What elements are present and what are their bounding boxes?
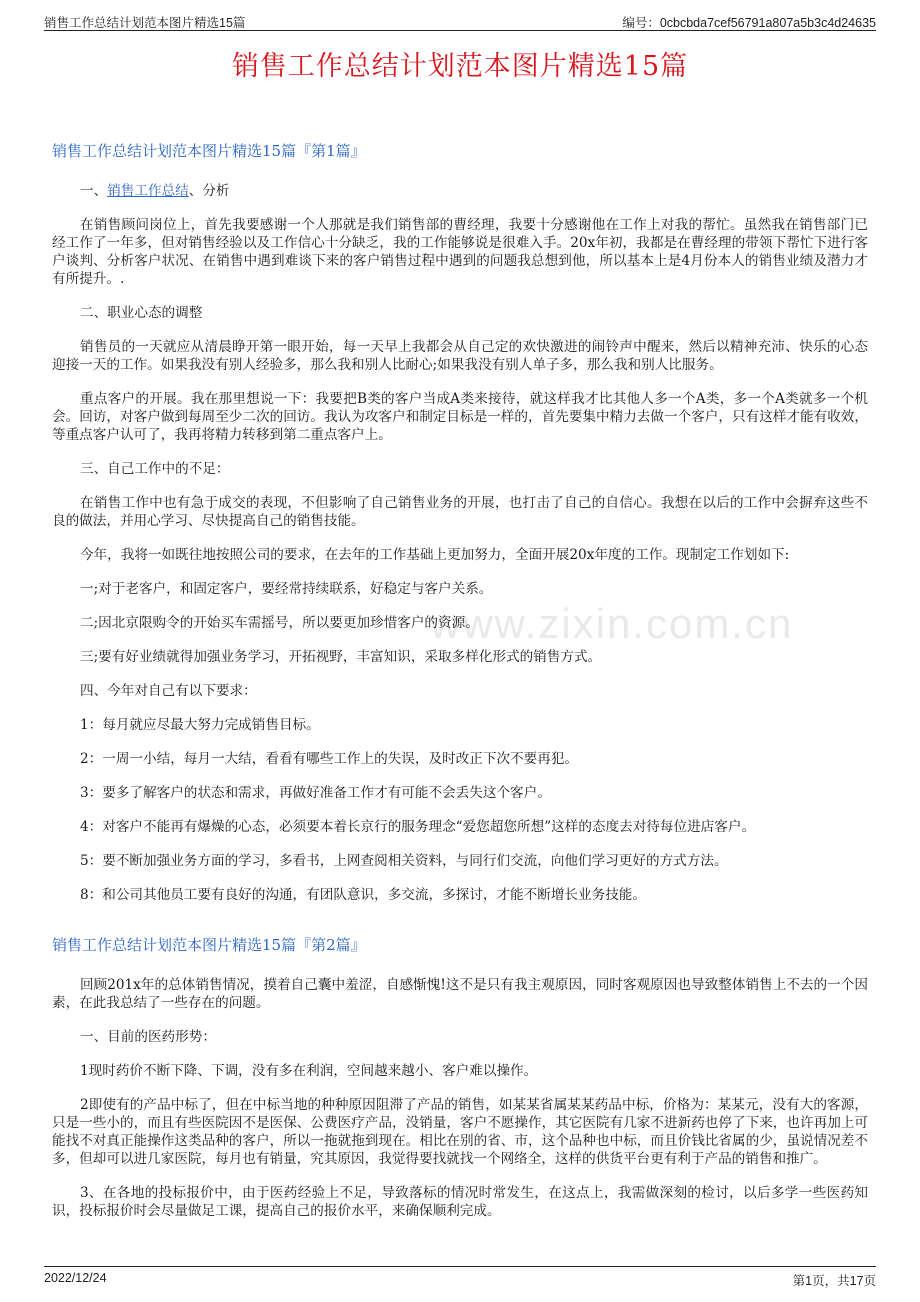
section-heading-2: 销售工作总结计划范本图片精选15篇『第2篇』 bbox=[52, 936, 366, 954]
page-footer bbox=[44, 1266, 876, 1289]
paragraph: 2即使有的产品中标了，但在中标当地的种种原因阻滞了产品的销售，如某某省属某某药品中标，价格为：某某元，没有大的客源，只是一些小的，而且有些医院因不是医保、公费医疗产品，没销量，客户不愿操作，其它医院有几家不进新药也停了下来，也许再加上可能找不对真正能操作这类品种的客户，所以一拖就拖到现在。相比在别的省、市，这个品种也中标，而且价钱比省属的少，虽说情况差不多，但却可以进几家医院，每月也有销量，究其原因，我觉得要找就找一个网络全，这样的供货平台更有利于产品的销售和推广。 bbox=[52, 1097, 868, 1167]
paragraph: 二;因北京限购令的开始买车需摇号，所以要更加珍惜客户的资源。 bbox=[80, 615, 479, 631]
paragraph: 回顾201x年的总体销售情况，摸着自己囊中羞涩，自感惭愧!这不是只有我主观原因，同时客观原因也导致整体销售上不去的一个因素，在此我总结了一些存在的问题。 bbox=[52, 977, 868, 1011]
paragraph: 四、今年对自己有以下要求： bbox=[80, 683, 257, 699]
paragraph: 8：和公司其他员工要有良好的沟通，有团队意识，多交流，多探讨，才能不断增长业务技能。 bbox=[80, 887, 646, 903]
paragraph: 二、职业心态的调整 bbox=[80, 305, 203, 321]
section1-item1 bbox=[52, 182, 868, 200]
paragraph: 在销售顾问岗位上，首先我要感谢一个人那就是我们销售部的曹经理，我要十分感谢他在工作上对我的帮忙。虽然我在销售部门已经工作了一年多，但对销售经验以及工作信心十分缺乏，我的工作能够说是很难入手。20x年初，我都是在曹经理的带领下帮忙下进行客户谈判、分析客户状况、在销售中遇到难谈下来的客户销售过程中遇到的问题我总想到他，所以基本上是4月份本人的销售业绩及潜力才有所提升。. bbox=[52, 217, 868, 287]
paragraph: 1现时药价不断下降、下调，没有多在利润，空间越来越小、客户难以操作。 bbox=[80, 1063, 538, 1079]
footer-page-number: 第1页，共17页 bbox=[792, 1274, 876, 1288]
paragraph: 三、自己工作中的不足： bbox=[80, 461, 230, 477]
paragraph: 三;要有好业绩就得加强业务学习，开拓视野，丰富知识，采取多样化形式的销售方式。 bbox=[80, 649, 602, 665]
footer-date: 2022/12/24 bbox=[44, 1271, 107, 1285]
item1-suffix: 、分析 bbox=[188, 183, 230, 199]
paragraph: 3：要多了解客户的状态和需求，再做好准备工作才有可能不会丢失这个客户。 bbox=[80, 785, 551, 801]
paragraph: 今年，我将一如既往地按照公司的要求，在去年的工作基础上更加努力，全面开展20x年度的工作。现制定工作划如下: bbox=[80, 547, 790, 563]
paragraph: 4：对客户不能再有爆燥的心态，必须要本着长京行的服务理念“爱您超您所想”这样的态度去对待每位进店客户。 bbox=[80, 819, 756, 835]
header-doc-title: 销售工作总结计划范本图片精选15篇 bbox=[44, 16, 246, 30]
paragraph: 销售员的一天就应从清晨睁开第一眼开始，每一天早上我都会从自己定的欢快激进的闹铃声中醒来，然后以精神充沛、快乐的心态迎接一天的工作。如果我没有别人经验多，那么我和别人比耐心;如果我没有别人单子多，那么我和别人比服务。 bbox=[52, 339, 868, 373]
page-title: 销售工作总结计划范本图片精选15篇 bbox=[231, 51, 689, 82]
paragraph: 一;对于老客户，和固定客户，要经常持续联系，好稳定与客户关系。 bbox=[80, 581, 493, 597]
document-body bbox=[52, 140, 868, 1236]
header-doc-id: 编号：0cbcbda7cef56791a807a5b3c4d24635 bbox=[622, 16, 876, 30]
watermark: www.zixin.com.cn bbox=[430, 600, 794, 647]
paragraph: 在销售工作中也有急于成交的表现，不但影响了自己销售业务的开展，也打击了自己的自信心。我想在以后的工作中会摒弃这些不良的做法，并用心学习、尽快提高自己的销售技能。 bbox=[52, 495, 868, 529]
page-header bbox=[44, 10, 876, 31]
paragraph: 重点客户的开展。我在那里想说一下：我要把B类的客户当成A类来接待，就这样我才比其他人多一个A类，多一个A类就多一个机会。回访，对客户做到每周至少二次的回访。我认为攻客户和制定目标是一样的，首先要集中精力去做一个客户，只有这样才能有收效，等重点客户认可了，我再将精力转移到第二重点客户上。 bbox=[52, 391, 868, 443]
paragraph: 3、在各地的投标报价中，由于医药经验上不足，导致落标的情况时常发生，在这点上，我需做深刻的检讨，以后多学一些医药知识，投标报价时会尽量做足工课，提高自己的报价水平，来确保顺利完成。 bbox=[52, 1185, 868, 1219]
sales-summary-link[interactable]: 销售工作总结 bbox=[107, 183, 189, 199]
section-heading-1: 销售工作总结计划范本图片精选15篇『第1篇』 bbox=[52, 142, 366, 160]
item1-prefix: 一、 bbox=[80, 183, 108, 199]
paragraph: 一、目前的医药形势： bbox=[80, 1029, 216, 1045]
paragraph: 2：一周一小结，每月一大结，看看有哪些工作上的失误，及时改正下次不要再犯。 bbox=[80, 751, 579, 767]
paragraph: 1：每月就应尽最大努力完成销售目标。 bbox=[80, 717, 320, 733]
paragraph: 5：要不断加强业务方面的学习，多看书，上网查阅相关资料，与同行们交流，向他们学习更好的方式方法。 bbox=[80, 853, 728, 869]
